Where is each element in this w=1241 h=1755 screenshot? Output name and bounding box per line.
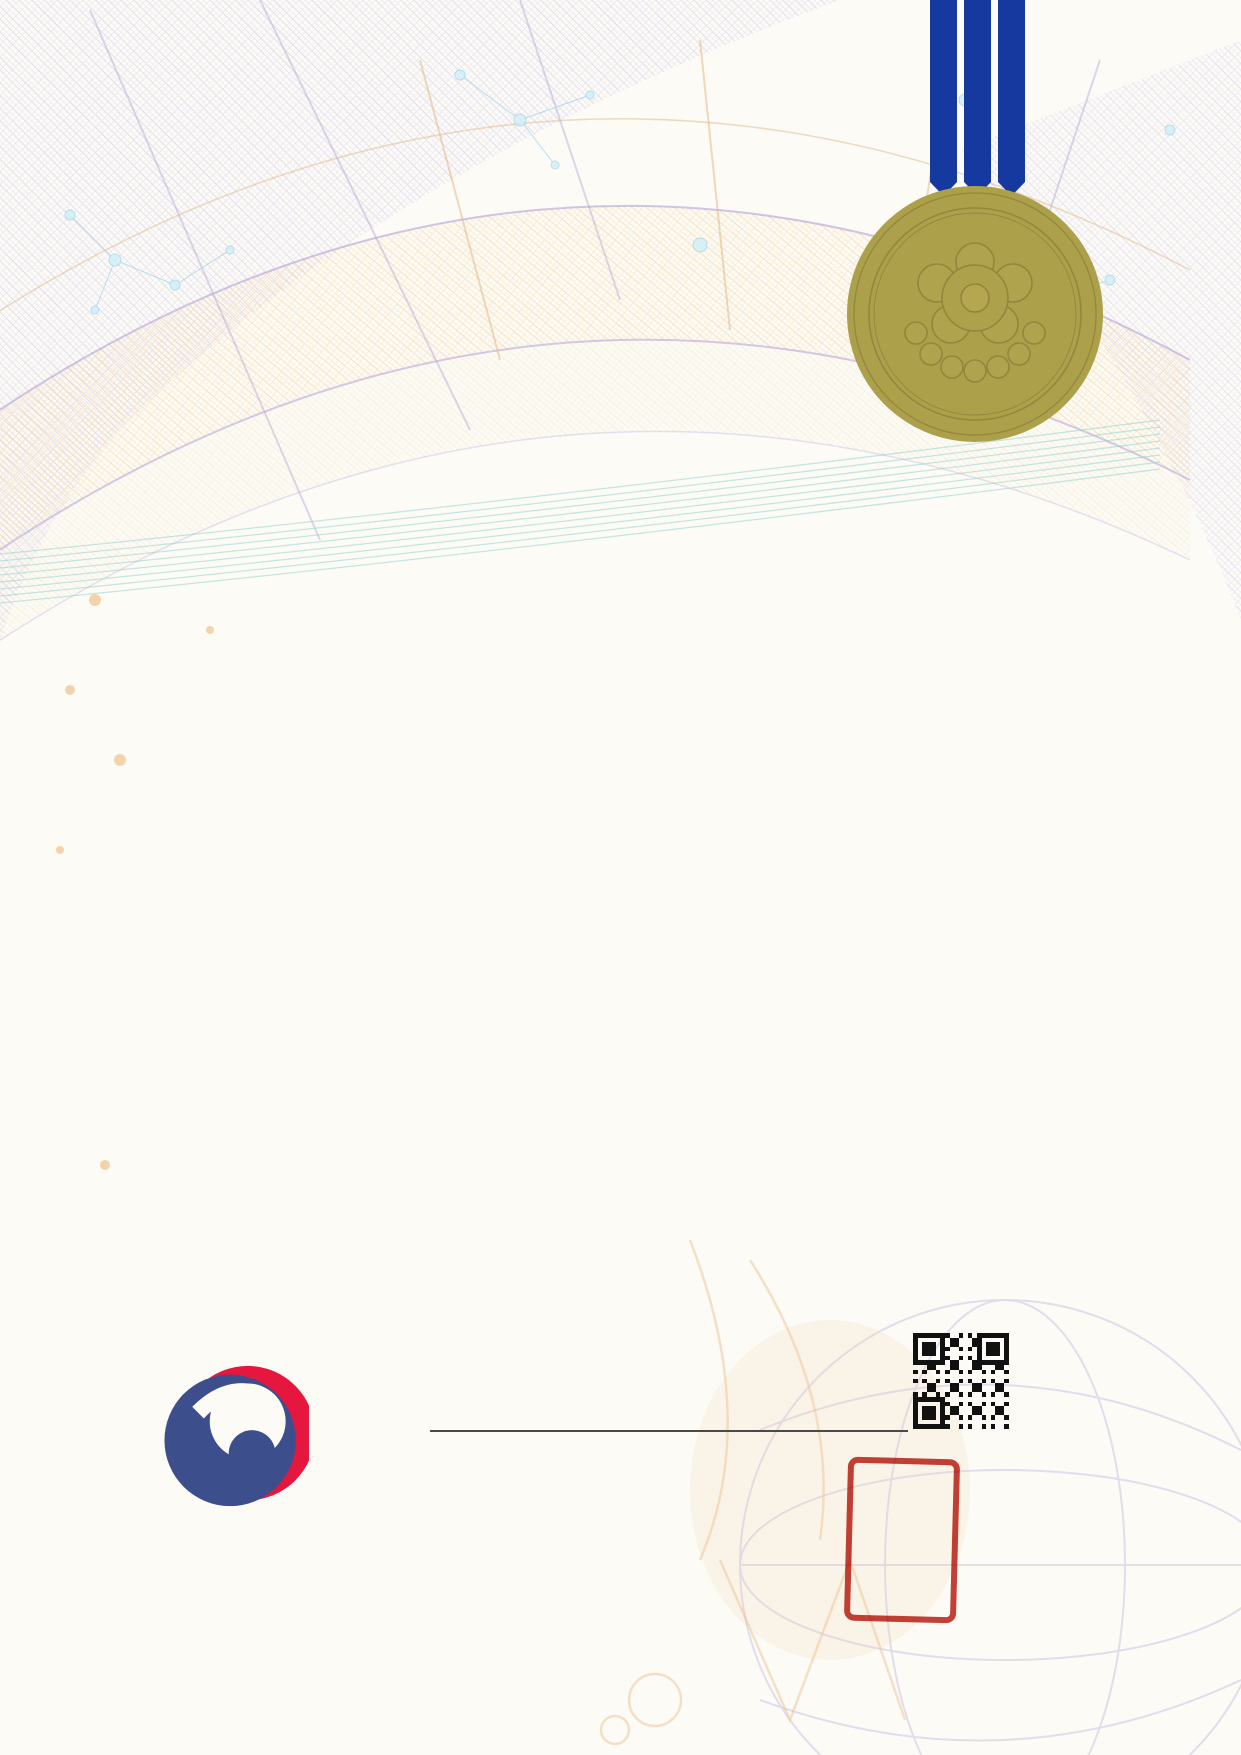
patentee-labels bbox=[131, 793, 149, 811]
seal-char bbox=[851, 1512, 902, 1566]
commissioner-red-seal bbox=[844, 1457, 960, 1624]
qr-code bbox=[913, 1333, 1009, 1429]
signature-rule-line bbox=[430, 1430, 908, 1432]
seal-char bbox=[901, 1513, 952, 1567]
inventor-labels bbox=[131, 955, 149, 973]
invention-title-labels bbox=[131, 662, 149, 680]
gold-foil-seal bbox=[825, 158, 1125, 470]
seal-char bbox=[900, 1564, 951, 1618]
kipo-logo bbox=[163, 1363, 309, 1509]
seal-char bbox=[853, 1461, 904, 1515]
seal-char bbox=[903, 1463, 954, 1517]
seal-char bbox=[850, 1563, 901, 1617]
